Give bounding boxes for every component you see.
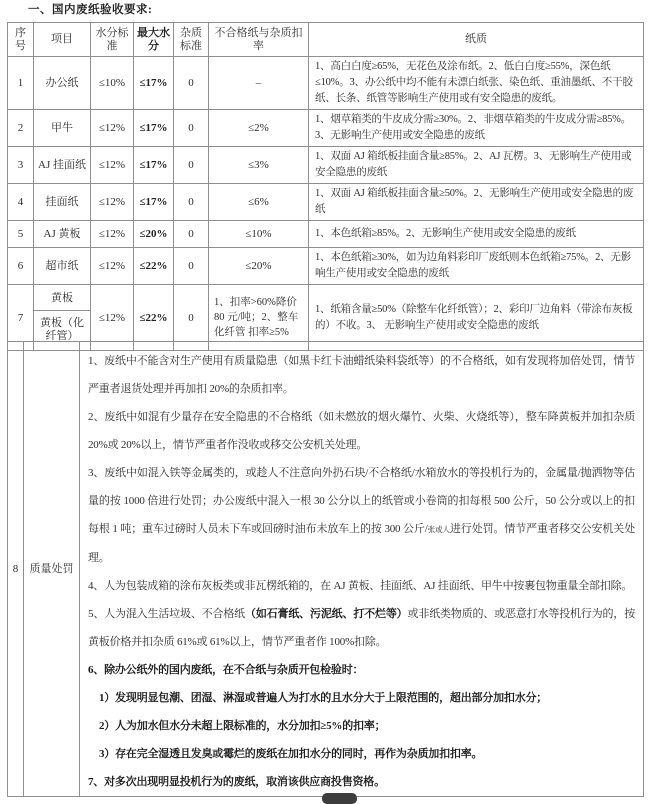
clause-3-tail: 进行处罚。情节严重者移交公安机关处理。 (88, 523, 635, 564)
penalty-clause-3 (88, 459, 635, 572)
cell-quality: 1、本色纸箱≥30%，如为边角料彩印厂废纸则本色纸箱≥75%。2、无影响生产使用或安全隐患的废纸 (309, 248, 644, 285)
cell-impurity: 0 (174, 110, 209, 147)
cell-deduction: ≤10% (209, 221, 309, 248)
cell-impurity: 0 (174, 248, 209, 285)
penalty-content (80, 342, 644, 797)
table-row (8, 57, 644, 110)
table-row (8, 184, 644, 221)
penalty-clause-4: 4、人为包装成箱的涂布灰板类或非瓦楞纸箱的，在 AJ 黄板、挂面纸、AJ 挂面纸、甲牛中按裹包物重量全部扣除。 (88, 580, 633, 592)
cell-item: 质量处罚 (24, 342, 80, 797)
cell-moisture: ≤12% (91, 248, 134, 285)
cell-quality: 1、双面 AJ 箱纸板挂面含量≥50%。2、无影响生产使用或安全隐患的废纸 (309, 184, 644, 221)
cell-quality: 1、高白白度≥65%，无花色及涂布纸。2、低白白度≥55%，深色纸≤10%。3、办公纸中均不能有未漂白纸张、染色纸、重油墨纸、不干胶纸、长条、纸管等影响生产使用或有安全隐患的废纸。 (309, 57, 644, 110)
cell-no: 2 (8, 110, 34, 147)
acceptance-table (7, 22, 644, 351)
cell-deduction: ≤3% (209, 147, 309, 184)
cell-quality: 1、本色纸箱≥85%。2、无影响生产使用或安全隐患的废纸 (309, 221, 644, 248)
cell-moisture: ≤12% (91, 184, 134, 221)
cell-quality: 1、纸箱含量≥50%（除整车化纤纸管）；2、彩印厂边角料（带涂布灰板的）不收。3、 无影响生产使用或安全隐患的废纸 (309, 285, 644, 351)
cell-moisture: ≤12% (91, 110, 134, 147)
cell-no: 8 (8, 342, 24, 797)
cell-deduction: ≤2% (209, 110, 309, 147)
col-header-moisture: 水分标准 (91, 23, 134, 57)
cell-moisture: ≤12% (91, 285, 134, 351)
cell-moisture: ≤10% (91, 57, 134, 110)
table-row (8, 147, 644, 184)
cell-item: AJ 挂面纸 (34, 147, 91, 184)
clause-5-tail: 或非纸类物质的、或恶意打水等投机行为的，按黄板价格并扣杂质 61%或 61%以上，情节严重者作 100%扣除。 (88, 608, 636, 648)
col-header-no: 序号 (8, 23, 34, 57)
cell-max-moisture: ≤17% (134, 184, 174, 221)
cell-max-moisture: ≤17% (134, 110, 174, 147)
clause-3-small-text: 张或人 (427, 525, 450, 534)
cell-no: 3 (8, 147, 34, 184)
penalty-clause-2: 2、废纸中如混有少量存在安全隐患的不合格纸（如未燃放的烟火爆竹、火柴、火烧纸等），整车降黄板并加扣杂质 20%或 20%以上，情节严重者作没收或移交公安机关处理。 (88, 411, 635, 451)
cell-no: 5 (8, 221, 34, 248)
col-header-max-moisture: 最大水分 (134, 23, 174, 57)
cell-max-moisture: ≤17% (134, 57, 174, 110)
cell-quality: 1、烟草箱类的牛皮成分需≥30%。2、非烟草箱类的牛皮成分需≥85%。3、无影响生产使用或安全隐患的废纸 (309, 110, 644, 147)
cell-max-moisture: ≤17% (134, 147, 174, 184)
cell-no: 4 (8, 184, 34, 221)
cell-quality: 1、双面 AJ 箱纸板挂面含量≥85%。2、AJ 瓦楞。3、无影响生产使用或安全隐患的废纸 (309, 147, 644, 184)
table-row (8, 248, 644, 285)
cell-item: 挂面纸 (34, 184, 91, 221)
cell-impurity: 0 (174, 221, 209, 248)
cell-deduction: – (209, 57, 309, 110)
doc-title: 一、国内废纸验收要求: (28, 4, 153, 16)
acceptance-header-row (8, 23, 644, 57)
cell-no: 6 (8, 248, 34, 285)
clause-3-main: 3、废纸中如混入铁等金属类的，或趁人不注意向外扔石块/不合格纸/水箱放水的等投机行为的，金属量/抛洒物等估量的按 1000 倍进行处罚；办公废纸中混入一根 30 公分以上的纸管或小卷筒的扣每根 500 公斤，50 公分或以上的扣每根 1 吨；重车过磅时人员未下车或回磅时油布未放车上的按 300 公斤/ (88, 467, 635, 535)
col-header-quality: 纸质 (309, 23, 644, 57)
cell-deduction: ≤20% (209, 248, 309, 285)
col-header-item: 项目 (34, 23, 91, 57)
cell-max-moisture: ≤20% (134, 221, 174, 248)
cell-max-moisture: ≤22% (134, 285, 174, 351)
cell-impurity: 0 (174, 147, 209, 184)
penalty-table (7, 341, 644, 797)
col-header-deduction: 不合格纸与杂质扣率 (209, 23, 309, 57)
cell-no: 1 (8, 57, 34, 110)
penalty-clause-7: 7、对多次出现明显投机行为的废纸，取消该供应商投售资格。 (88, 776, 385, 788)
table-row (8, 110, 644, 147)
cell-impurity: 0 (174, 184, 209, 221)
cell-impurity: 0 (174, 57, 209, 110)
cell-item: 甲牛 (34, 110, 91, 147)
cell-deduction: 1、扣率>60%降价 80 元/吨；2、整车化纤管 扣率≥5% (209, 285, 309, 351)
cell-impurity: 0 (174, 285, 209, 351)
cell-item: 办公纸 (34, 57, 91, 110)
penalty-clause-6-1: 1）发现明显包潮、团湿、淋湿或普遍人为打水的且水分大于上限范围的，超出部分加扣水分； (99, 692, 548, 704)
penalty-clause-6-2: 2）人为加水但水分未超上限标准的，水分加扣≥5%的扣率； (99, 720, 386, 732)
cell-deduction: ≤6% (209, 184, 309, 221)
item-yellow-board: 黄板 (34, 286, 90, 311)
cell-no: 7 (8, 285, 34, 351)
penalty-clause-6-3: 3）存在完全湿透且发臭或霉烂的废纸在加扣水分的同时，再作为杂质加扣扣率。 (99, 748, 483, 760)
penalty-clause-6: 6、除办公纸外的国内废纸，在不合纸与杂质开包检验时： (88, 664, 364, 676)
cell-moisture: ≤12% (91, 147, 134, 184)
cell-moisture: ≤12% (91, 221, 134, 248)
penalty-clause-5 (88, 600, 635, 656)
clause-5-lead: 5、人为混入生活垃圾、不合格纸 (88, 608, 246, 620)
cell-item: 超市纸 (34, 248, 91, 285)
clause-5-bold-parenthetical: （如石膏纸、污泥纸、打不烂等） (245, 608, 408, 620)
item-yellow-board-fiber-tube: 黄板（化纤管） (40, 317, 84, 342)
table-row (8, 221, 644, 248)
cell-max-moisture: ≤22% (134, 248, 174, 285)
cell-item: AJ 黄板 (34, 221, 91, 248)
scroll-indicator[interactable] (322, 793, 357, 804)
penalty-row (8, 342, 644, 797)
penalty-clause-1: 1、废纸中不能含对生产使用有质量隐患（如黑卡红卡油蜡纸染料袋纸等）的不合格纸，如有发现将加倍处罚，情节严重者退货处理并再加扣 20%的杂质扣率。 (88, 355, 635, 395)
col-header-impurity: 杂质标准 (174, 23, 209, 57)
